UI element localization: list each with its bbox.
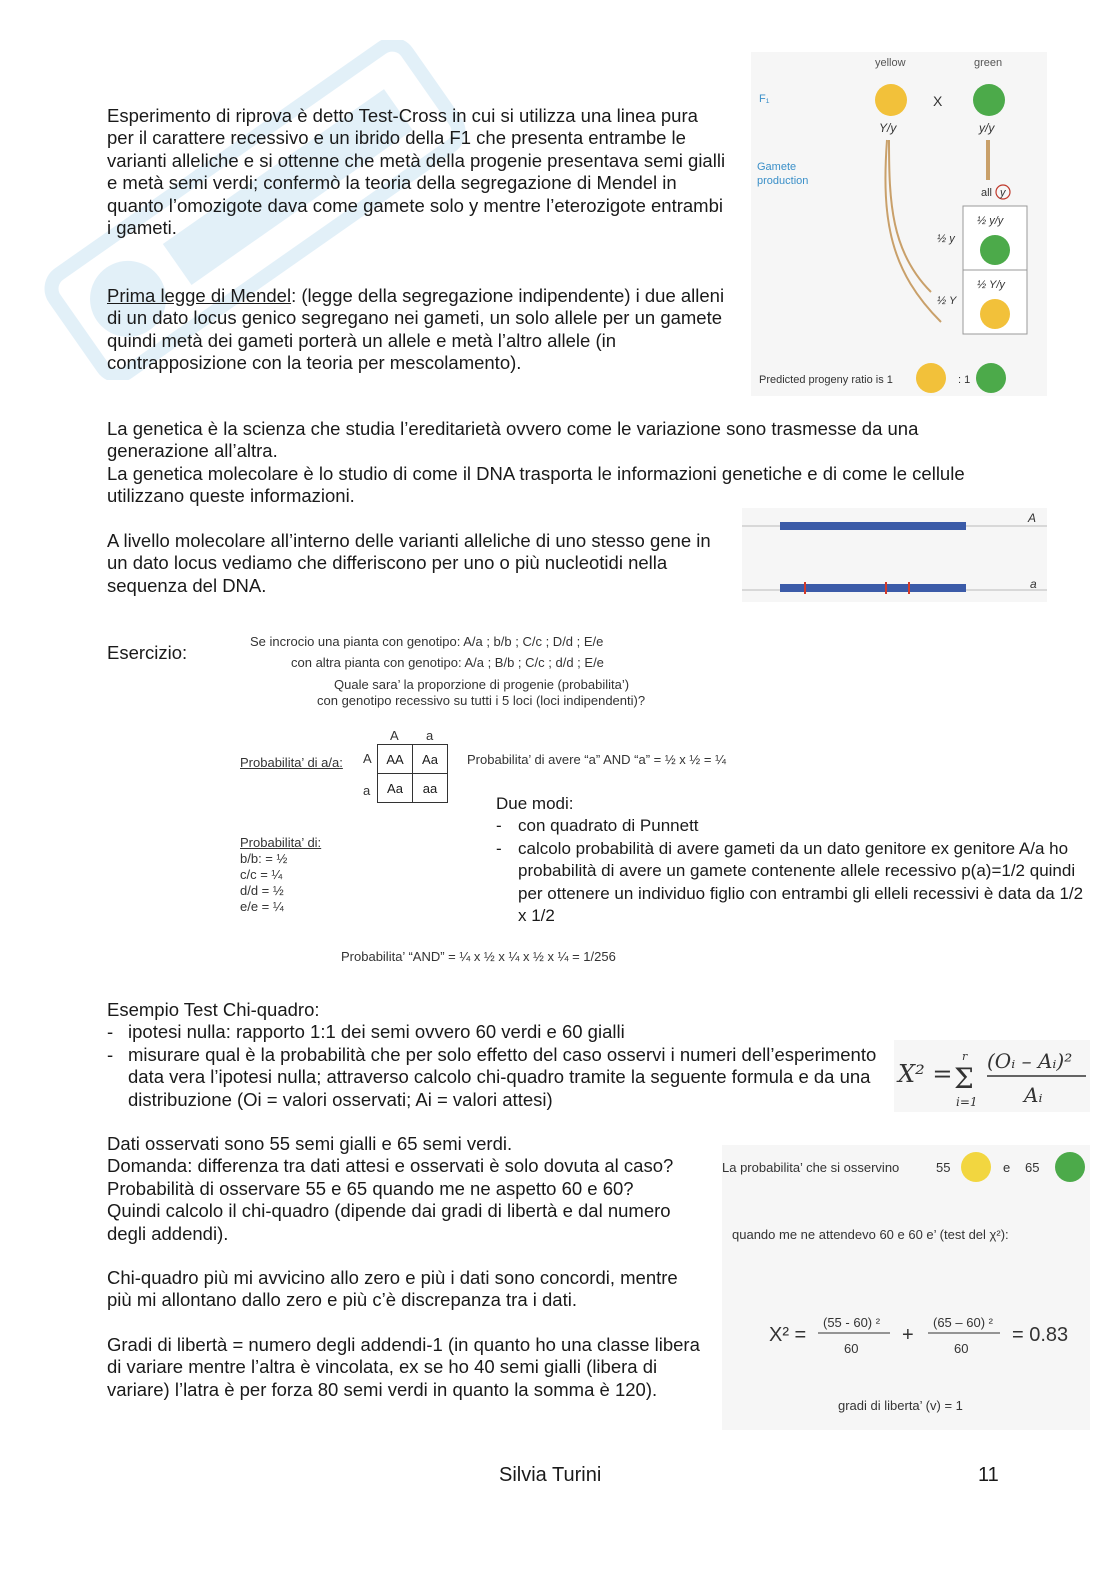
green-seed-icon: [973, 84, 1005, 116]
modo-item: - con quadrato di Punnett: [496, 816, 699, 836]
prob-d: d/d = ½: [240, 883, 284, 898]
prob-final: Probabilita’ “AND” = ¼ x ½ x ¼ x ½ x ¼ = 1/256: [341, 949, 616, 964]
chi-explanation: [107, 1133, 707, 1401]
allele-a-label: a: [1030, 577, 1037, 591]
prob-c: c/c = ¼: [240, 867, 283, 882]
chi-item2: misurare qual è la probabilità che per solo effetto del caso osservi i numeri dell’esperimento data vera l’ipotesi nulla; attraverso calcolo chi-quadro tramite la seguente formula e da una distribuzione (Oi = valori osservati; Ai = valori attesi): [128, 1043, 877, 1110]
formula-num: (Oᵢ – Aᵢ)²: [987, 1049, 1073, 1073]
esercizio-line3: Quale sara’ la proporzione di progenie (probabilita’): [334, 677, 630, 692]
esercizio-line4: con genotipo recessivo su tutti i 5 loci (loci indipendenti)?: [317, 693, 646, 708]
concordi: Chi-quadro più mi avvicino allo zero e più i dati sono concordi, mentre più mi allontano dallo zero e più c’è discrepanza tra i dati.: [107, 1267, 678, 1311]
chi-title: Esempio Test Chi-quadro:: [107, 999, 320, 1020]
mendel-paragraph: [107, 285, 737, 375]
due-modi-title: Due modi:: [496, 794, 574, 813]
formula-den: Aᵢ: [1024, 1083, 1043, 1107]
modo-item: - calcolo probabilità di avere gameti da un dato genitore ex genitore A/a ho probabilità di avere un gamete contenente allele recessivo p(a)=1/2 quindi per ottenere un individuo figlio con entrambi gli elleli recessivi è data da 1/2 x 1/2: [496, 838, 1084, 926]
label-yellow: yellow: [875, 57, 906, 69]
fig3-num2: (65 – 60) ²: [933, 1315, 993, 1330]
fig3-55: 55: [936, 1160, 951, 1175]
formula-i1: i=1: [956, 1095, 978, 1109]
label-green: green: [974, 57, 1003, 69]
prob-di-label: Probabilita’ di:: [240, 835, 322, 850]
green-seed-icon: [976, 363, 1006, 393]
fig3-x2: X² =: [769, 1324, 807, 1346]
formula-r: r: [962, 1050, 968, 1063]
gamete-production-line2: production: [757, 175, 809, 187]
prob-e: e/e = ¼: [240, 899, 284, 914]
fig3-gradi: gradi di liberta’ (v) = 1: [838, 1398, 963, 1413]
ratio-label: : 1: [958, 374, 971, 386]
page-number: 11: [978, 1464, 999, 1486]
fig3-den2: 60: [954, 1341, 969, 1356]
label-ally: y: [1000, 187, 1006, 199]
gradi-liberta: Gradi di libertà = numero degli addendi-1 (in quanto ho una classe libera di variare mentre l’altra è vincolata, ex se ho 40 semi gialli (libera di variare) l’latra è per forza 80 semi verdi in quanto la somma è 120).: [107, 1333, 700, 1400]
esercizio-line2: con altra pianta con genotipo: A/a ; B/b ; C/c ; d/d ; E/e: [291, 655, 604, 670]
chi-item: - misurare qual è la probabilità che per solo effetto del caso osservi i numeri dell’esperimento data vera l’ipotesi nulla; attraverso calcolo chi-quadro tramite la seguente formula e da una distribuzione (Oi = valori osservati; Ai = valori attesi): [107, 1043, 877, 1110]
fig3-den1: 60: [844, 1341, 859, 1356]
label-f1: F₁: [759, 93, 770, 105]
formula-sum: Σ: [954, 1062, 974, 1095]
chi-formula: [894, 1040, 1090, 1112]
fig3-result: = 0.83: [1012, 1324, 1069, 1346]
cross-x: X: [933, 93, 943, 109]
mendel-text: : (legge della segregazione indipendente) i due alleni di un dato locus genico segregano nei gameti, un solo allele per un gamete quindi metà dei gameti porterà un allele e metà l’altro allele (in contrapposizione con la teoria per mescolamento).: [107, 285, 725, 374]
allele-figure: [742, 508, 1047, 602]
test-cross-paragraph: Esperimento di riprova è detto Test-Cross in cui si utilizza una linea pura per il carattere recessivo e un ibrido della F1 che presenta entrambe le varianti alleliche e si ottenne che metà della progenie presentava semi gialli e metà semi verdi; confermò la teoria della segregazione di Mendel in quanto l’omozigote dava come gamete solo y mentre l’eterozigote entrambi i gameti.: [107, 105, 726, 239]
allele-A-bar: [780, 522, 966, 530]
punnett-cell: aa: [413, 774, 448, 803]
punnett-cell: AA: [378, 745, 413, 774]
punnett-square: [377, 744, 448, 803]
genotype-Yy: Y/y: [879, 121, 897, 135]
half-Yy-label: ½ Y/y: [977, 279, 1005, 291]
half-yy-label: ½ y/y: [977, 215, 1004, 227]
punnett-col-a: a: [426, 728, 434, 743]
yellow-seed-icon: [961, 1152, 991, 1182]
punnett-row-A: A: [363, 751, 372, 766]
modo1-text: con quadrato di Punnett: [518, 816, 699, 836]
livello-molecolare-paragraph: A livello molecolare all’interno delle varianti alleliche di uno stesso gene in un dato locus vediamo che differiscono per uno o più nucleotidi nella sequenza del DNA.: [107, 530, 711, 596]
fig3-plus: +: [902, 1324, 914, 1346]
fig3-line2: quando me ne attendevo 60 e 60 e’ (test del χ²):: [732, 1227, 1009, 1242]
prob-and-label: Probabilita’ di avere “a” AND “a” = ½ x ½ = ¼: [467, 752, 726, 767]
esercizio-label: Esercizio:: [107, 642, 188, 663]
fig3-num1: (55 - 60) ²: [823, 1315, 881, 1330]
label-all: all: [981, 187, 993, 199]
footer-author: Silvia Turini: [499, 1464, 602, 1486]
allele-a-bar: [780, 584, 966, 592]
chi-item: - ipotesi nulla: rapporto 1:1 dei semi ovvero 60 verdi e 60 gialli: [107, 1021, 625, 1043]
green-seed-icon: [980, 235, 1010, 265]
predicted-ratio: Predicted progeny ratio is 1: [759, 374, 893, 386]
allele-A-label: A: [1028, 511, 1037, 525]
genetica-molecolare-paragraph: La genetica molecolare è lo studio di come il DNA trasporta le informazioni genetiche e di come le cellule utilizzano queste informazioni.: [107, 463, 965, 507]
mendel-title: Prima legge di Mendel: [107, 285, 292, 306]
gamete-production-line1: Gamete: [757, 161, 797, 173]
fig3-e: e: [1003, 1160, 1011, 1175]
prob-aa-label: Probabilita’ di a/a:: [240, 755, 343, 770]
yellow-seed-icon: [980, 299, 1010, 329]
punnett-cell: Aa: [413, 745, 448, 774]
formula-x2: X² =: [898, 1060, 953, 1088]
fig3-line1: La probabilita’ che si osservino: [722, 1160, 900, 1175]
esercizio-line1: Se incrocio una pianta con genotipo: A/a ; b/b ; C/c ; D/d ; E/e: [250, 634, 604, 649]
chi-example-figure: [722, 1145, 1090, 1430]
fig3-65: 65: [1025, 1160, 1040, 1175]
dati-osservati: Dati osservati sono 55 semi gialli e 65 semi verdi.: [107, 1133, 513, 1154]
punnett-col-A: A: [390, 728, 399, 743]
quindi: Quindi calcolo il chi-quadro (dipende dai gradi di libertà e dal numero degli addendi).: [107, 1200, 671, 1244]
modo2-text: calcolo probabilità di avere gameti da un dato genitore ex genitore A/a ho probabilità di avere un gamete contenente allele recessivo p(a)=1/2 quindi per ottenere un individuo figlio con entrambi gli elleli recessivi è data da 1/2 x 1/2: [518, 838, 1084, 926]
chi-block: [107, 999, 877, 1111]
domanda: Domanda: differenza tra dati attesi e osservati è solo dovuta al caso? Probabilità di osservare 55 e 65 quando me ne aspetto 60 e 60?: [107, 1155, 674, 1199]
prob-b: b/b: = ½: [240, 851, 288, 866]
half-Y-label: ½ Y: [937, 295, 957, 307]
chi-item1: ipotesi nulla: rapporto 1:1 dei semi ovvero 60 verdi e 60 gialli: [128, 1021, 625, 1043]
punnett-cell: Aa: [378, 774, 413, 803]
genetica-paragraph: La genetica è la scienza che studia l’ereditarietà ovvero come le variazione sono trasmesse da una generazione all’altra.: [107, 418, 919, 462]
genotype-yy: y/y: [979, 121, 995, 135]
punnett-row-a: a: [363, 783, 371, 798]
yellow-seed-icon: [916, 363, 946, 393]
test-cross-figure: [751, 52, 1047, 396]
yellow-seed-icon: [875, 84, 907, 116]
due-modi-block: [496, 793, 1092, 927]
green-seed-icon: [1055, 1152, 1085, 1182]
half-y-label: ½ y: [937, 233, 955, 245]
